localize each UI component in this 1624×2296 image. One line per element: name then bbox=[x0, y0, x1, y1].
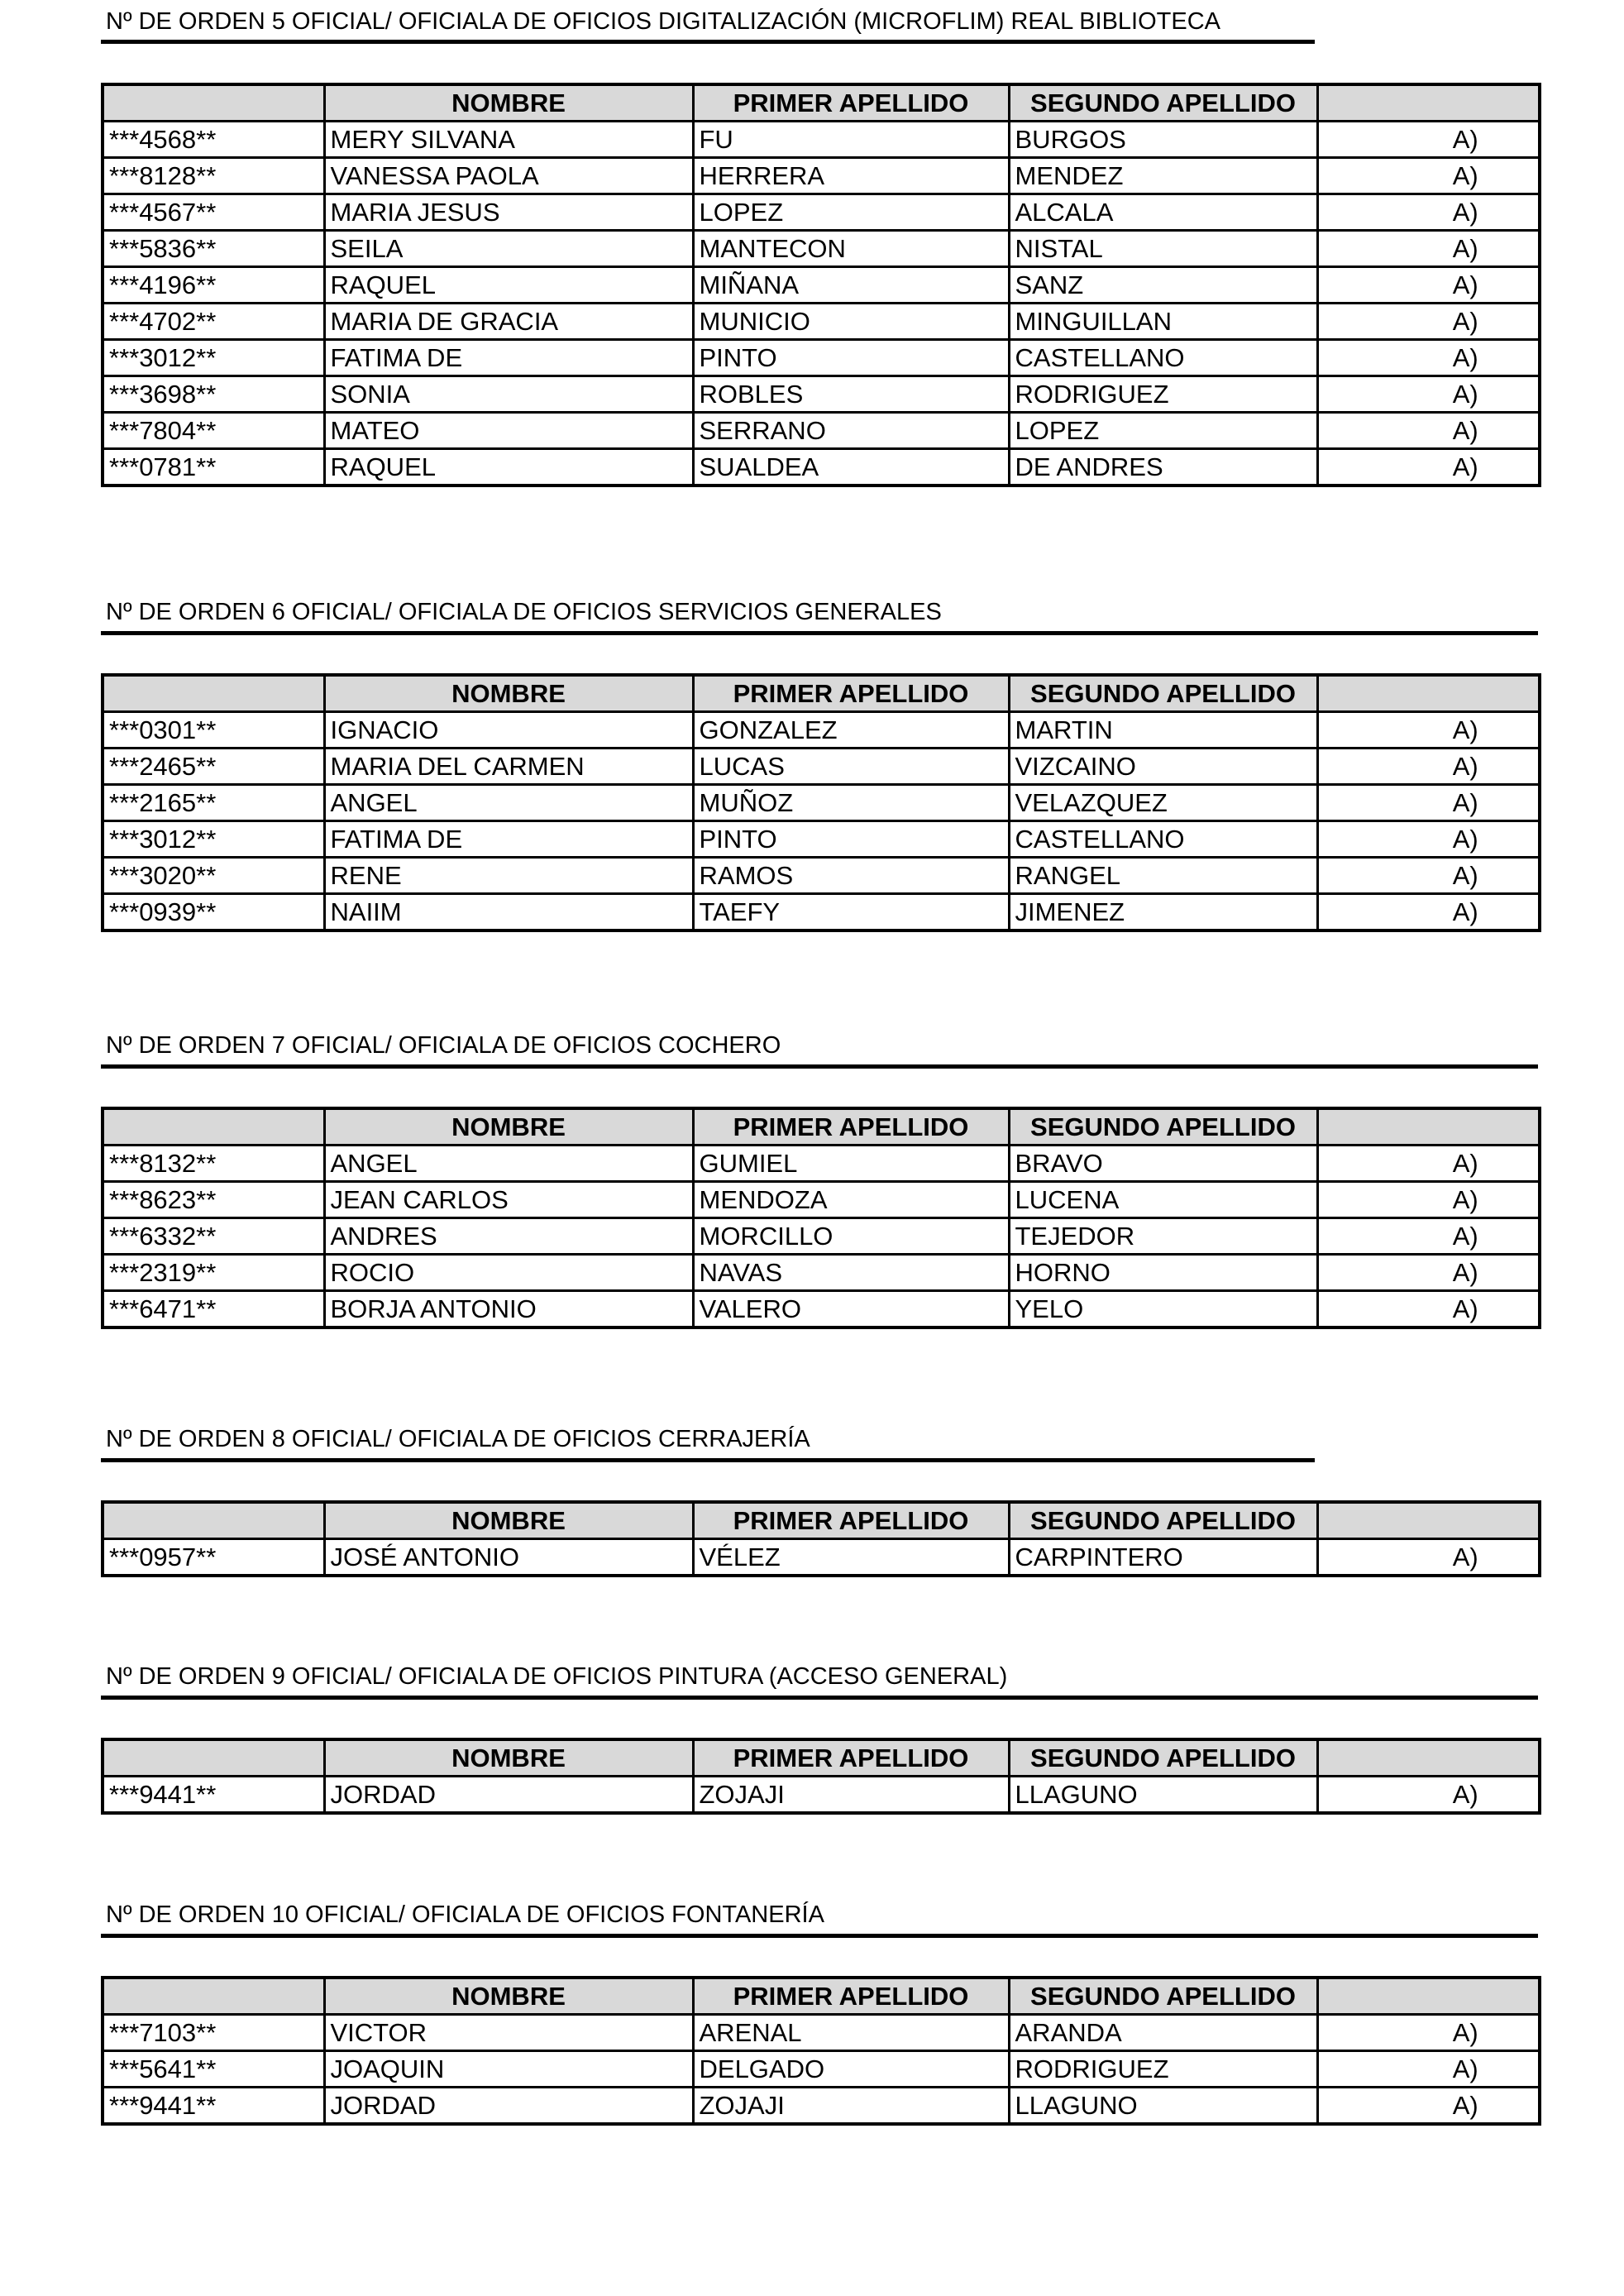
cell-primer-apellido: ROBLES bbox=[693, 376, 1009, 413]
header-primer-apellido: PRIMER APELLIDO bbox=[693, 1502, 1009, 1539]
header-id bbox=[103, 1978, 324, 2015]
header-turno bbox=[1317, 84, 1540, 122]
cell-turno: A) bbox=[1317, 821, 1540, 858]
cell-primer-apellido: MORCILLO bbox=[693, 1218, 1009, 1255]
cell-id: ***5836** bbox=[103, 231, 324, 267]
cell-primer-apellido: ARENAL bbox=[693, 2015, 1009, 2051]
table-row bbox=[103, 894, 1540, 931]
cell-id: ***7804** bbox=[103, 413, 324, 449]
cell-id: ***9441** bbox=[103, 1777, 324, 1814]
cell-id: ***0957** bbox=[103, 1539, 324, 1576]
table-header-row bbox=[103, 84, 1540, 122]
section-title: Nº DE ORDEN 7 OFICIAL/ OFICIALA DE OFICIOS COCHERO bbox=[106, 1032, 781, 1059]
cell-id: ***5641** bbox=[103, 2051, 324, 2088]
cell-primer-apellido: NAVAS bbox=[693, 1255, 1009, 1291]
cell-segundo-apellido: RODRIGUEZ bbox=[1009, 376, 1317, 413]
cell-segundo-apellido: ALCALA bbox=[1009, 194, 1317, 231]
cell-primer-apellido: PINTO bbox=[693, 821, 1009, 858]
cell-segundo-apellido: ARANDA bbox=[1009, 2015, 1317, 2051]
cell-id: ***4568** bbox=[103, 122, 324, 158]
cell-nombre: SONIA bbox=[324, 376, 693, 413]
cell-nombre: RENE bbox=[324, 858, 693, 894]
table-header-row bbox=[103, 675, 1540, 712]
title-underline bbox=[101, 40, 1315, 44]
cell-turno: A) bbox=[1317, 413, 1540, 449]
candidates-table bbox=[101, 1738, 1541, 1815]
table-row bbox=[103, 1146, 1540, 1182]
cell-id: ***0781** bbox=[103, 449, 324, 486]
cell-primer-apellido: FU bbox=[693, 122, 1009, 158]
cell-id: ***6332** bbox=[103, 1218, 324, 1255]
cell-turno: A) bbox=[1317, 894, 1540, 931]
cell-id: ***3012** bbox=[103, 821, 324, 858]
cell-turno: A) bbox=[1317, 194, 1540, 231]
cell-id: ***3698** bbox=[103, 376, 324, 413]
table-row bbox=[103, 749, 1540, 785]
cell-id: ***8623** bbox=[103, 1182, 324, 1218]
cell-nombre: JOSÉ ANTONIO bbox=[324, 1539, 693, 1576]
candidates-table bbox=[101, 1500, 1541, 1577]
section-title: Nº DE ORDEN 6 OFICIAL/ OFICIALA DE OFICIOS SERVICIOS GENERALES bbox=[106, 599, 942, 625]
cell-nombre: MARIA DE GRACIA bbox=[324, 304, 693, 340]
cell-segundo-apellido: BURGOS bbox=[1009, 122, 1317, 158]
table-row bbox=[103, 194, 1540, 231]
cell-segundo-apellido: CASTELLANO bbox=[1009, 821, 1317, 858]
cell-primer-apellido: MUÑOZ bbox=[693, 785, 1009, 821]
cell-turno: A) bbox=[1317, 267, 1540, 304]
header-turno bbox=[1317, 1739, 1540, 1777]
cell-nombre: JEAN CARLOS bbox=[324, 1182, 693, 1218]
cell-primer-apellido: GUMIEL bbox=[693, 1146, 1009, 1182]
cell-turno: A) bbox=[1317, 449, 1540, 486]
cell-primer-apellido: ZOJAJI bbox=[693, 2088, 1009, 2125]
title-underline bbox=[101, 1696, 1538, 1700]
header-primer-apellido: PRIMER APELLIDO bbox=[693, 675, 1009, 712]
header-nombre: NOMBRE bbox=[324, 1739, 693, 1777]
table-row bbox=[103, 304, 1540, 340]
cell-primer-apellido: SERRANO bbox=[693, 413, 1009, 449]
header-turno bbox=[1317, 1978, 1540, 2015]
cell-segundo-apellido: NISTAL bbox=[1009, 231, 1317, 267]
header-turno bbox=[1317, 1502, 1540, 1539]
cell-id: ***8128** bbox=[103, 158, 324, 194]
section-title: Nº DE ORDEN 5 OFICIAL/ OFICIALA DE OFICIOS DIGITALIZACIÓN (MICROFLIM) REAL BIBLIOTECA bbox=[106, 8, 1221, 35]
cell-nombre: MARIA DEL CARMEN bbox=[324, 749, 693, 785]
header-nombre: NOMBRE bbox=[324, 1978, 693, 2015]
cell-id: ***4702** bbox=[103, 304, 324, 340]
header-id bbox=[103, 1502, 324, 1539]
title-underline bbox=[101, 1934, 1538, 1938]
cell-id: ***3012** bbox=[103, 340, 324, 376]
cell-segundo-apellido: SANZ bbox=[1009, 267, 1317, 304]
cell-primer-apellido: RAMOS bbox=[693, 858, 1009, 894]
table-row bbox=[103, 821, 1540, 858]
cell-primer-apellido: ZOJAJI bbox=[693, 1777, 1009, 1814]
cell-turno: A) bbox=[1317, 122, 1540, 158]
cell-segundo-apellido: JIMENEZ bbox=[1009, 894, 1317, 931]
cell-turno: A) bbox=[1317, 304, 1540, 340]
table-header-row bbox=[103, 1502, 1540, 1539]
cell-id: ***4196** bbox=[103, 267, 324, 304]
table-row bbox=[103, 2015, 1540, 2051]
table-row bbox=[103, 1218, 1540, 1255]
cell-id: ***0939** bbox=[103, 894, 324, 931]
cell-id: ***7103** bbox=[103, 2015, 324, 2051]
cell-turno: A) bbox=[1317, 376, 1540, 413]
title-underline bbox=[101, 631, 1538, 635]
cell-nombre: MERY SILVANA bbox=[324, 122, 693, 158]
cell-segundo-apellido: VELAZQUEZ bbox=[1009, 785, 1317, 821]
header-primer-apellido: PRIMER APELLIDO bbox=[693, 1739, 1009, 1777]
cell-nombre: ANGEL bbox=[324, 1146, 693, 1182]
header-id bbox=[103, 1739, 324, 1777]
header-id bbox=[103, 675, 324, 712]
table-row bbox=[103, 267, 1540, 304]
cell-primer-apellido: DELGADO bbox=[693, 2051, 1009, 2088]
cell-nombre: IGNACIO bbox=[324, 712, 693, 749]
table-row bbox=[103, 1539, 1540, 1576]
cell-primer-apellido: TAEFY bbox=[693, 894, 1009, 931]
cell-primer-apellido: SUALDEA bbox=[693, 449, 1009, 486]
table-row bbox=[103, 1291, 1540, 1328]
cell-turno: A) bbox=[1317, 2015, 1540, 2051]
cell-segundo-apellido: CARPINTERO bbox=[1009, 1539, 1317, 1576]
cell-turno: A) bbox=[1317, 1291, 1540, 1328]
table-row bbox=[103, 712, 1540, 749]
cell-id: ***2319** bbox=[103, 1255, 324, 1291]
cell-turno: A) bbox=[1317, 785, 1540, 821]
cell-primer-apellido: VALERO bbox=[693, 1291, 1009, 1328]
cell-segundo-apellido: LUCENA bbox=[1009, 1182, 1317, 1218]
table-row bbox=[103, 376, 1540, 413]
table-row bbox=[103, 785, 1540, 821]
cell-primer-apellido: LUCAS bbox=[693, 749, 1009, 785]
cell-segundo-apellido: HORNO bbox=[1009, 1255, 1317, 1291]
cell-segundo-apellido: YELO bbox=[1009, 1291, 1317, 1328]
cell-turno: A) bbox=[1317, 1255, 1540, 1291]
cell-segundo-apellido: BRAVO bbox=[1009, 1146, 1317, 1182]
cell-segundo-apellido: CASTELLANO bbox=[1009, 340, 1317, 376]
cell-nombre: MATEO bbox=[324, 413, 693, 449]
cell-turno: A) bbox=[1317, 158, 1540, 194]
header-nombre: NOMBRE bbox=[324, 675, 693, 712]
table-header-row bbox=[103, 1739, 1540, 1777]
cell-nombre: RAQUEL bbox=[324, 267, 693, 304]
cell-turno: A) bbox=[1317, 2088, 1540, 2125]
cell-nombre: FATIMA DE bbox=[324, 821, 693, 858]
cell-turno: A) bbox=[1317, 1218, 1540, 1255]
cell-turno: A) bbox=[1317, 340, 1540, 376]
cell-primer-apellido: LOPEZ bbox=[693, 194, 1009, 231]
cell-turno: A) bbox=[1317, 712, 1540, 749]
cell-turno: A) bbox=[1317, 231, 1540, 267]
cell-id: ***4567** bbox=[103, 194, 324, 231]
table-row bbox=[103, 340, 1540, 376]
cell-nombre: ANDRES bbox=[324, 1218, 693, 1255]
cell-primer-apellido: PINTO bbox=[693, 340, 1009, 376]
cell-id: ***9441** bbox=[103, 2088, 324, 2125]
cell-nombre: VANESSA PAOLA bbox=[324, 158, 693, 194]
cell-segundo-apellido: VIZCAINO bbox=[1009, 749, 1317, 785]
cell-nombre: ROCIO bbox=[324, 1255, 693, 1291]
cell-primer-apellido: GONZALEZ bbox=[693, 712, 1009, 749]
cell-id: ***6471** bbox=[103, 1291, 324, 1328]
title-underline bbox=[101, 1458, 1315, 1462]
candidates-table bbox=[101, 1107, 1541, 1329]
cell-primer-apellido: MUNICIO bbox=[693, 304, 1009, 340]
header-segundo-apellido: SEGUNDO APELLIDO bbox=[1009, 1502, 1317, 1539]
cell-nombre: MARIA JESUS bbox=[324, 194, 693, 231]
cell-segundo-apellido: RANGEL bbox=[1009, 858, 1317, 894]
cell-primer-apellido: MANTECON bbox=[693, 231, 1009, 267]
candidates-table bbox=[101, 673, 1541, 932]
cell-nombre: ANGEL bbox=[324, 785, 693, 821]
header-turno bbox=[1317, 1108, 1540, 1146]
header-id bbox=[103, 84, 324, 122]
cell-turno: A) bbox=[1317, 749, 1540, 785]
table-header-row bbox=[103, 1108, 1540, 1146]
cell-turno: A) bbox=[1317, 858, 1540, 894]
table-row bbox=[103, 413, 1540, 449]
section-title: Nº DE ORDEN 10 OFICIAL/ OFICIALA DE OFICIOS FONTANERÍA bbox=[106, 1901, 824, 1928]
cell-segundo-apellido: LOPEZ bbox=[1009, 413, 1317, 449]
table-row bbox=[103, 231, 1540, 267]
cell-primer-apellido: MENDOZA bbox=[693, 1182, 1009, 1218]
table-row bbox=[103, 1777, 1540, 1814]
cell-id: ***2165** bbox=[103, 785, 324, 821]
cell-id: ***0301** bbox=[103, 712, 324, 749]
cell-segundo-apellido: TEJEDOR bbox=[1009, 1218, 1317, 1255]
cell-turno: A) bbox=[1317, 1539, 1540, 1576]
table-row bbox=[103, 1255, 1540, 1291]
table-header-row bbox=[103, 1978, 1540, 2015]
table-row bbox=[103, 122, 1540, 158]
header-id bbox=[103, 1108, 324, 1146]
table-row bbox=[103, 858, 1540, 894]
header-primer-apellido: PRIMER APELLIDO bbox=[693, 1978, 1009, 2015]
cell-nombre: FATIMA DE bbox=[324, 340, 693, 376]
header-segundo-apellido: SEGUNDO APELLIDO bbox=[1009, 1739, 1317, 1777]
cell-id: ***3020** bbox=[103, 858, 324, 894]
cell-nombre: NAIIM bbox=[324, 894, 693, 931]
table-row bbox=[103, 1182, 1540, 1218]
candidates-table bbox=[101, 83, 1541, 487]
header-segundo-apellido: SEGUNDO APELLIDO bbox=[1009, 1108, 1317, 1146]
cell-nombre: JORDAD bbox=[324, 1777, 693, 1814]
header-primer-apellido: PRIMER APELLIDO bbox=[693, 84, 1009, 122]
cell-turno: A) bbox=[1317, 1777, 1540, 1814]
cell-nombre: JORDAD bbox=[324, 2088, 693, 2125]
cell-turno: A) bbox=[1317, 2051, 1540, 2088]
cell-segundo-apellido: MENDEZ bbox=[1009, 158, 1317, 194]
cell-segundo-apellido: LLAGUNO bbox=[1009, 2088, 1317, 2125]
cell-segundo-apellido: RODRIGUEZ bbox=[1009, 2051, 1317, 2088]
header-segundo-apellido: SEGUNDO APELLIDO bbox=[1009, 84, 1317, 122]
header-segundo-apellido: SEGUNDO APELLIDO bbox=[1009, 675, 1317, 712]
cell-segundo-apellido: MINGUILLAN bbox=[1009, 304, 1317, 340]
header-turno bbox=[1317, 675, 1540, 712]
section-title: Nº DE ORDEN 8 OFICIAL/ OFICIALA DE OFICIOS CERRAJERÍA bbox=[106, 1426, 810, 1452]
cell-segundo-apellido: LLAGUNO bbox=[1009, 1777, 1317, 1814]
table-row bbox=[103, 2051, 1540, 2088]
title-underline bbox=[101, 1064, 1538, 1069]
cell-primer-apellido: VÉLEZ bbox=[693, 1539, 1009, 1576]
cell-primer-apellido: HERRERA bbox=[693, 158, 1009, 194]
section-title: Nº DE ORDEN 9 OFICIAL/ OFICIALA DE OFICIOS PINTURA (ACCESO GENERAL) bbox=[106, 1663, 1008, 1690]
header-nombre: NOMBRE bbox=[324, 1108, 693, 1146]
cell-turno: A) bbox=[1317, 1146, 1540, 1182]
header-nombre: NOMBRE bbox=[324, 1502, 693, 1539]
cell-segundo-apellido: MARTIN bbox=[1009, 712, 1317, 749]
header-nombre: NOMBRE bbox=[324, 84, 693, 122]
table-row bbox=[103, 158, 1540, 194]
table-row bbox=[103, 2088, 1540, 2125]
header-segundo-apellido: SEGUNDO APELLIDO bbox=[1009, 1978, 1317, 2015]
cell-turno: A) bbox=[1317, 1182, 1540, 1218]
cell-nombre: JOAQUIN bbox=[324, 2051, 693, 2088]
cell-id: ***2465** bbox=[103, 749, 324, 785]
header-primer-apellido: PRIMER APELLIDO bbox=[693, 1108, 1009, 1146]
cell-id: ***8132** bbox=[103, 1146, 324, 1182]
cell-primer-apellido: MIÑANA bbox=[693, 267, 1009, 304]
candidates-table bbox=[101, 1976, 1541, 2126]
cell-nombre: BORJA ANTONIO bbox=[324, 1291, 693, 1328]
cell-segundo-apellido: DE ANDRES bbox=[1009, 449, 1317, 486]
table-row bbox=[103, 449, 1540, 486]
cell-nombre: RAQUEL bbox=[324, 449, 693, 486]
cell-nombre: SEILA bbox=[324, 231, 693, 267]
cell-nombre: VICTOR bbox=[324, 2015, 693, 2051]
